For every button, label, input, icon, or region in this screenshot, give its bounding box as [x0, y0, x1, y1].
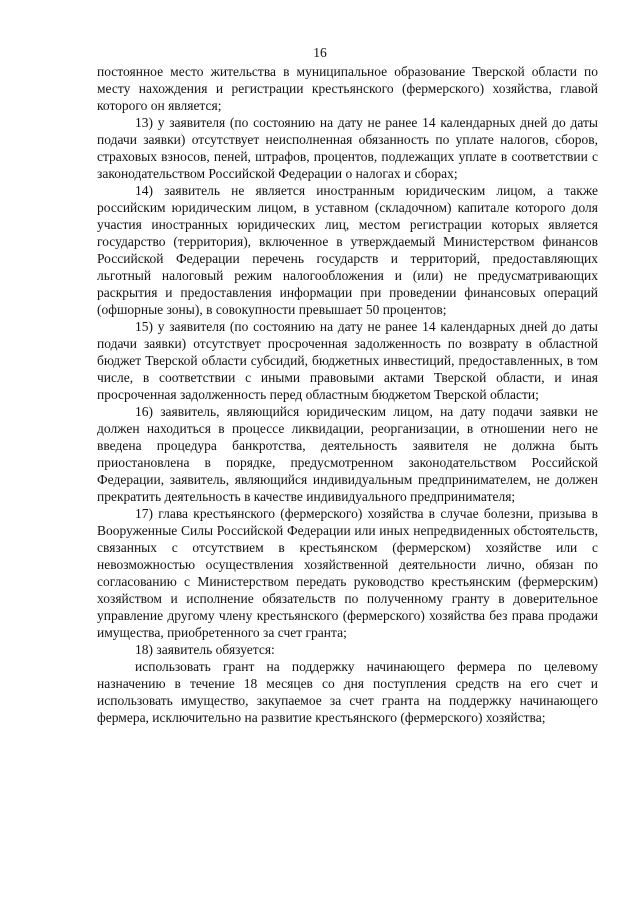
- paragraph-item-18-obligation: использовать грант на поддержку начинающего фермера по целевому назначению в течение 18 месяцев со дня поступления средств на его счет и использовать имущество, закупаемое за счет гранта на поддержку начинающего фермера, исключительно на развитие крестьянского (фермерского) хозяйства;: [97, 659, 598, 725]
- paragraph-item-17: 17) глава крестьянского (фермерского) хозяйства в случае болезни, призыва в Вооруженные Силы Российской Федерации или иных непредвиденных обстоятельств, связанных с отсутствием в крестьянском (фермерском) хозяйстве или с невозможностью осуществления хозяйственной деятельности лично, обязан по согласованию с Министерством передать руководство крестьянским (фермерским) хозяйством и исполнение обязательств по полученному гранту в доверительное управление другому члену крестьянского (фермерского) хозяйства без права продажи имущества, приобретенного за счет гранта;: [97, 506, 598, 640]
- document-body: [97, 63, 598, 726]
- page-number: 16: [313, 45, 327, 60]
- paragraph-item-16: 16) заявитель, являющийся юридическим лицом, на дату подачи заявки не должен находиться в процессе ликвидации, реорганизации, в отношении него не введена процедура банкротства, деятельность заявителя не должна быть приостановлена в порядке, предусмотренном законодательством Российской Федерации, заявитель, являющийся индивидуальным предпринимателем, не должен прекратить деятельность в качестве индивидуального предпринимателя;: [97, 404, 598, 504]
- paragraph-item-13: 13) у заявителя (по состоянию на дату не ранее 14 календарных дней до даты подачи заявки) отсутствует неисполненная обязанность по уплате налогов, сборов, страховых взносов, пеней, штрафов, процентов, подлежащих уплате в соответствии с законодательством Российской Федерации о налогах и сборах;: [97, 115, 598, 181]
- paragraph-continuation: постоянное место жительства в муниципальное образование Тверской области по месту нахождения и регистрации крестьянского (фермерского) хозяйства, главой которого он является;: [97, 64, 598, 113]
- paragraph-item-15: 15) у заявителя (по состоянию на дату не ранее 14 календарных дней до даты подачи заявки) отсутствует просроченная задолженность по возврату в областной бюджет Тверской области субсидий, бюджетных инвестиций, предоставленных, в том числе, в соответствии с иными правовыми актами Тверской области, и иная просроченная задолженность перед областным бюджетом Тверской области;: [97, 319, 598, 402]
- paragraph-item-14: 14) заявитель не является иностранным юридическим лицом, а также российским юридическим лицом, в уставном (складочном) капитале которого доля участия иностранных юридических лиц, местом регистрации которых является государство (территория), включенное в утверждаемый Министерством финансов Российской Федерации перечень государств и территорий, предоставляющих льготный налоговый режим налогообложения и (или) не предусматривающих раскрытия и предоставления информации при проведении финансовых операций (офшорные зоны), в совокупности превышает 50 процентов;: [97, 183, 598, 317]
- paragraph-item-18: 18) заявитель обязуется:: [135, 642, 275, 657]
